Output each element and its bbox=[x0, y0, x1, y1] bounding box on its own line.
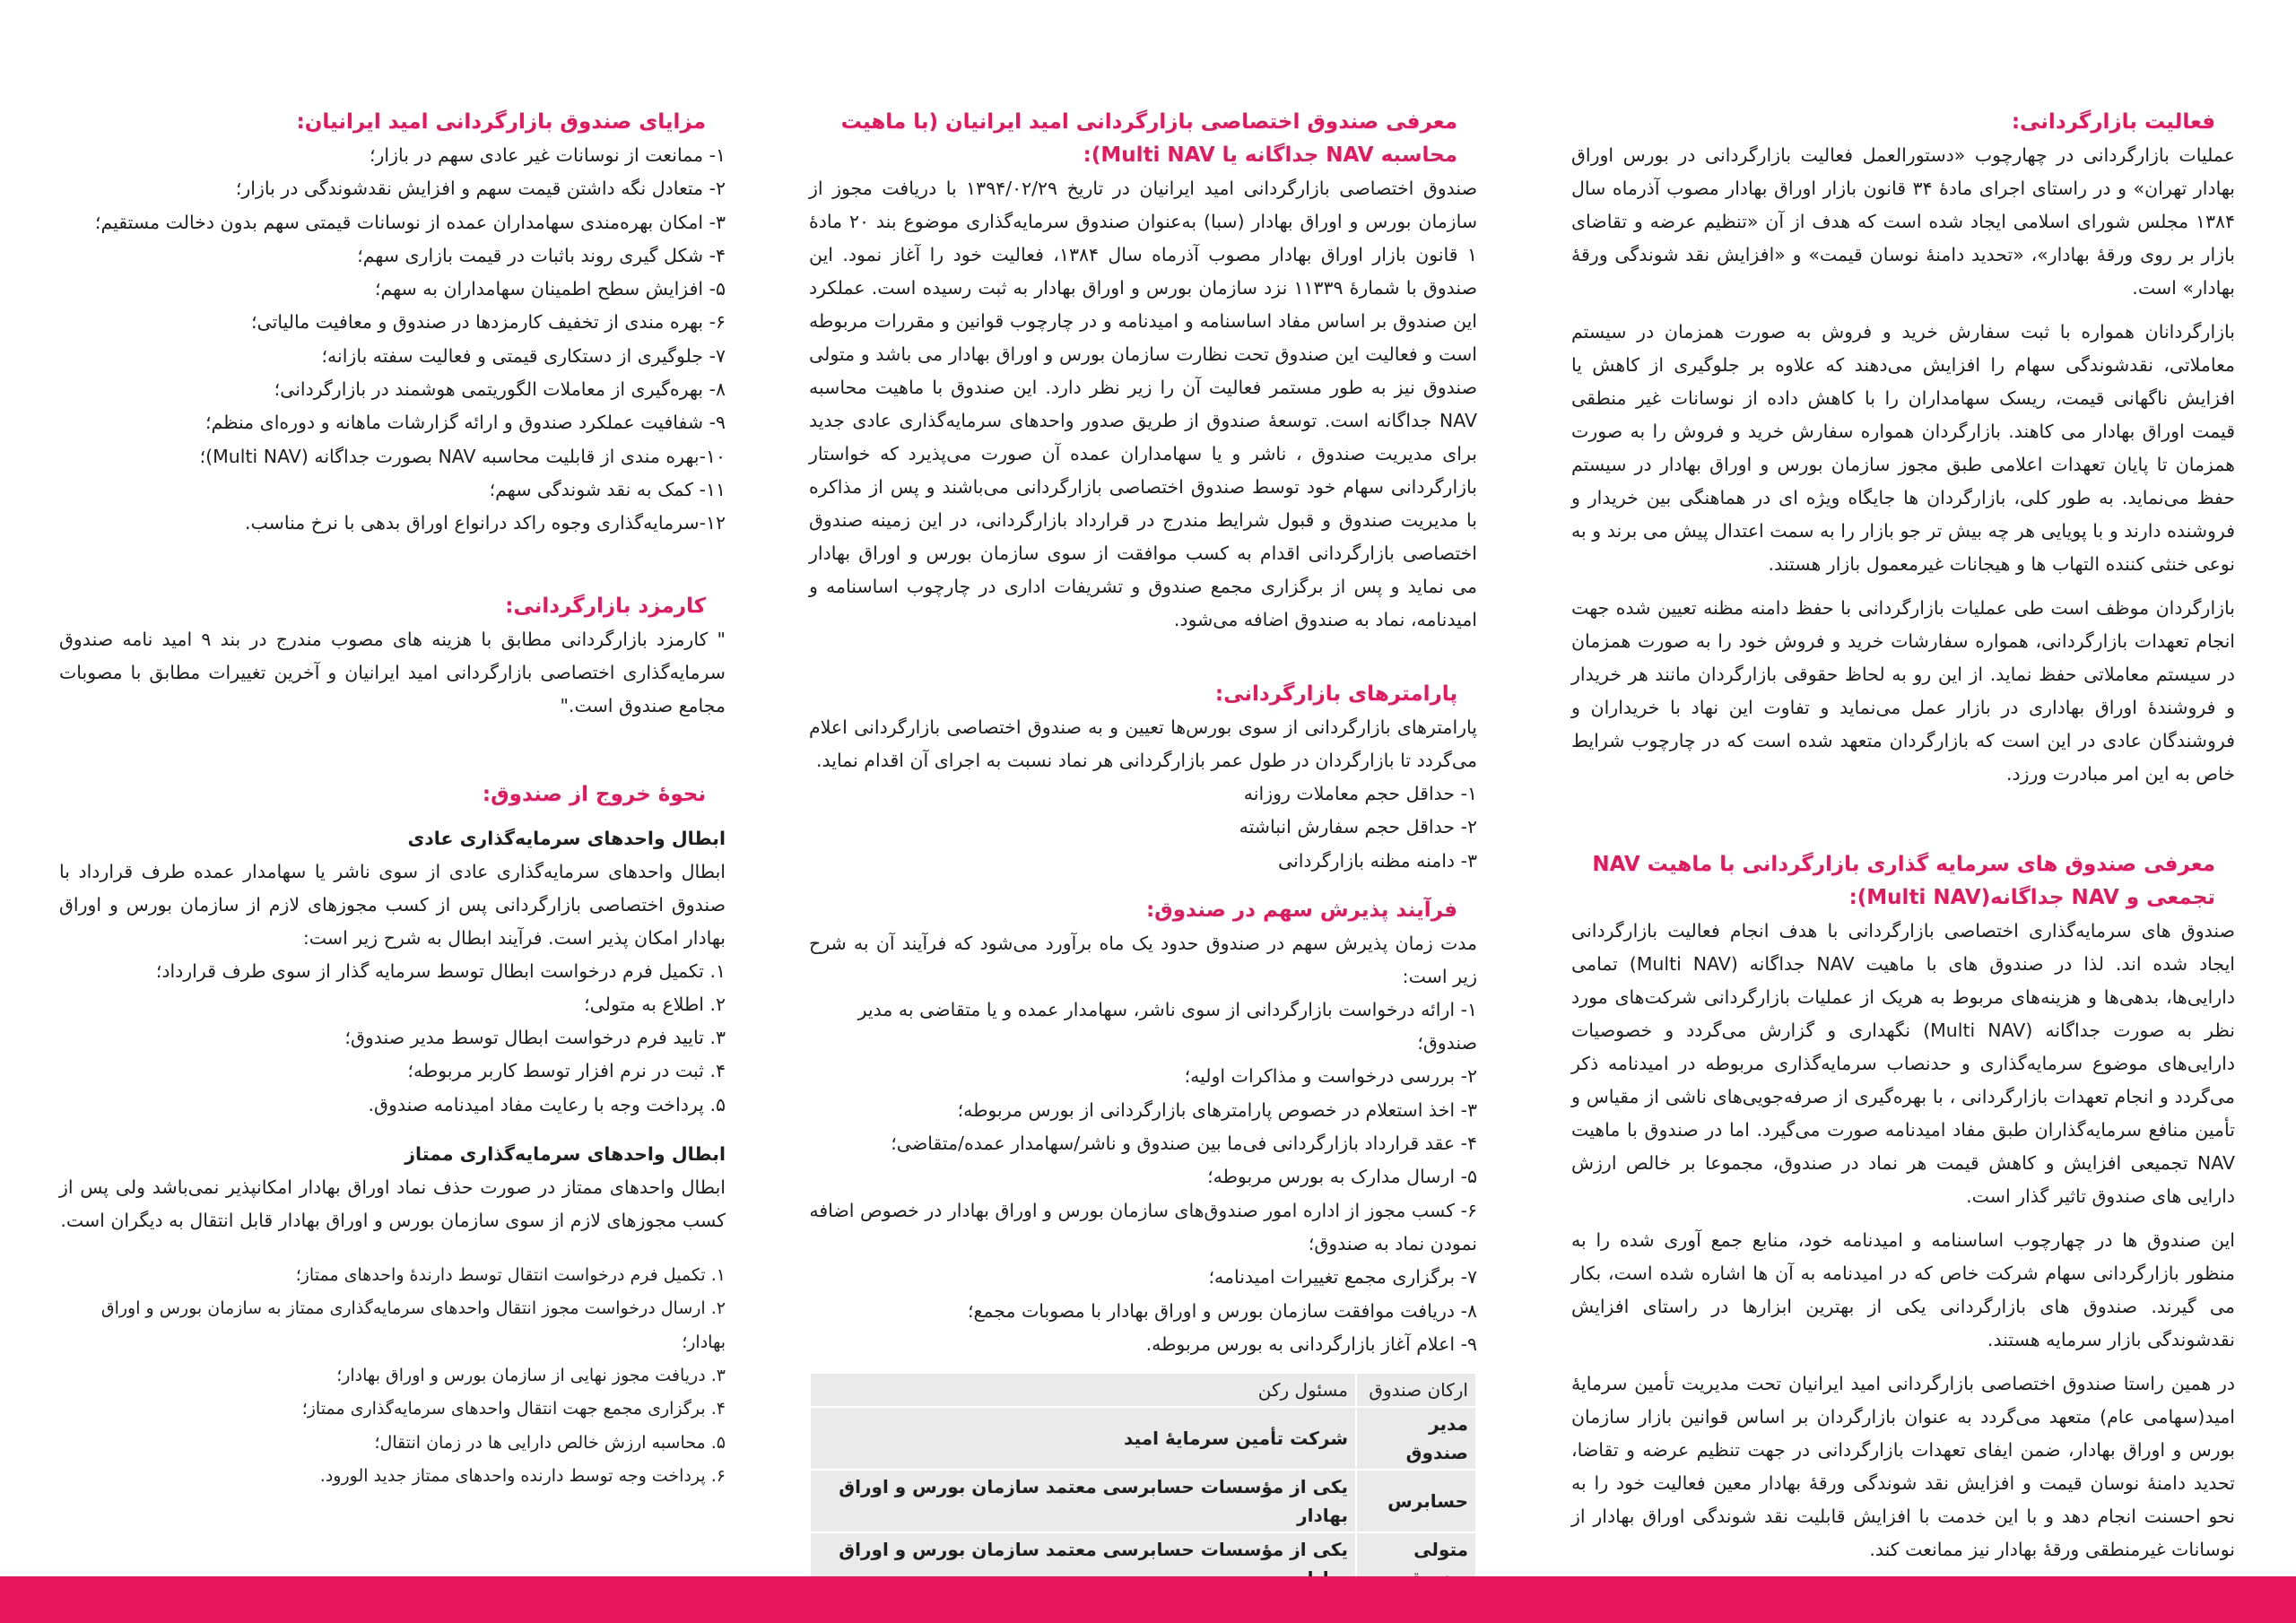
list-item: ۱۰-بهره مندی از قابلیت محاسبه NAV بصورت جداگانه (Multi NAV)؛ bbox=[199, 445, 726, 467]
spacer bbox=[59, 1122, 726, 1138]
spacer bbox=[59, 812, 726, 822]
table-row bbox=[810, 1470, 1476, 1532]
exit-title: نحوۀ خروج از صندوق: bbox=[482, 782, 706, 806]
params-paragraph: پارامترهای بازارگردانی از سوی بورس‌ها تعیین و به صندوق اختصاصی بازارگردانی اعلام می‌گردد تا بازارگردان در طول عمر بازارگردانی هر نماد نسبت به اجرای آن اقدام نماید. bbox=[809, 716, 1477, 771]
list-item: ۵. محاسبه ارزش خالص دارایی ها در زمان انتقال؛ bbox=[374, 1432, 726, 1453]
table-cell: شرکت تأمین سرمایۀ امید bbox=[810, 1407, 1356, 1470]
intro-title: معرفی صندوق اختصاصی بازارگردانی امید ایرانیان (با ماهیت محاسبه NAV جداگانه یا Multi NAV): bbox=[840, 110, 1457, 167]
middle-column bbox=[809, 106, 1477, 1596]
table-cell: یکی از مؤسسات حسابرسی معتمد سازمان بورس و اوراق bbox=[810, 1532, 1356, 1595]
left-column bbox=[59, 106, 726, 1493]
right-column bbox=[1571, 106, 2235, 1577]
list-item: ۱۱- کمک به نقد شوندگی سهم؛ bbox=[489, 478, 726, 500]
spacer bbox=[59, 541, 726, 590]
list-item: ۸- دریافت موافقت سازمان بورس و اوراق بهادار با مصوبات مجمع؛ bbox=[967, 1299, 1477, 1322]
table-row bbox=[810, 1373, 1476, 1407]
cancel-premium-title: ابطال واحدهای سرمایه‌گذاری ممتاز bbox=[404, 1143, 726, 1166]
list-item: ۲- بررسی درخواست و مذاکرات اولیه؛ bbox=[1184, 1065, 1477, 1088]
list-item: ۴- عقد قرارداد بازارگردانی فی‌ما بین صندوق و ناشر/سهامدار عمده/متقاضی؛ bbox=[891, 1133, 1477, 1155]
activity-paragraph-2: بازارگردانان همواره با ثبت سفارش خرید و فروش به صورت همزمان در سیستم معاملاتی، نقدشوندگی سهام را افزایش می‌دهند که علاوه بر جلوگیری از کاهش یا افزایش ناگهانی قیمت، ریسک سهامداران را با کاهش داده از نوسانات غیر منطقی قیمت اوراق بهادار می کاهند. بازارگردان همواره سفارش خرید و فروش را به صورت همزمان تا پایان تعهدات اعلامی طبق مجوز سازمان بورس و اوراق بهادار در سیستم حفظ می‌نماید. به طور کلی، بازارگردان ها جایگاه ویژه ای در هماهنگی بین خریدار و فروشنده دارند و با پویایی هر چه بیش تر جو بازار را به سمت اعتدال پیش می برند و به نوعی خنثی کننده التهاب ها و هیجانات غیرمعمول بازار هستند. bbox=[1571, 321, 2235, 575]
params-title: پارامترهای بازارگردانی: bbox=[1214, 682, 1457, 706]
list-item: ۷- جلوگیری از دستکاری قیمتی و فعالیت سفته بازانه؛ bbox=[321, 344, 726, 367]
list-item: ۲- متعادل نگه داشتن قیمت سهم و افزایش نقدشوندگی در بازار؛ bbox=[235, 178, 726, 200]
list-item: ۳- دامنه مظنه بازارگردانی bbox=[1277, 849, 1477, 872]
list-item: ۵- ارسال مدارک به بورس مربوطه؛ bbox=[1207, 1166, 1477, 1188]
accept-list bbox=[809, 994, 1477, 1361]
spacer bbox=[809, 878, 1477, 894]
list-item: ۵. پرداخت وجه با رعایت مفاد امیدنامه صندوق. bbox=[368, 1093, 726, 1115]
table-cell: مدیر صندوق bbox=[1356, 1407, 1476, 1470]
list-item: ۵- افزایش سطح اطمینان سهامداران به سهم؛ bbox=[374, 278, 726, 300]
funds-title: معرفی صندوق های سرمایه گذاری بازارگردانی با ماهیت NAV تجمعی و NAV جداگانه(Multi NAV): bbox=[1592, 853, 2215, 909]
cancel-normal-paragraph: ابطال واحدهای سرمایه‌گذاری عادی از سوی ناشر یا سهامدار عمده طرف قرارداد با صندوق اختصاصی بازارگردانی پس از کسب مجوزهای لازم از سازمان بورس و اوراق بهادار امکان پذیر است. فرآیند ابطال به شرح زیر است: bbox=[59, 860, 726, 949]
list-item: ۳- اخذ استعلام در خصوص پارامترهای بازارگردانی از بورس مربوطه؛ bbox=[957, 1098, 1477, 1121]
funds-paragraph-2: این صندوق ها در چهارچوب اساسنامه و امیدنامه خود، منابع جمع آوری شده را به منظور بازارگردانی سهام شرکت خاص که در امیدنامه به آن ها اشاره شده است، بکار می گیرند. صندوق های بازارگردانی یکی از بهترین ابزارها در راستای افزایش نقدشوندگی بازار سرمایه هستند. bbox=[1571, 1229, 2235, 1350]
fee-title: کارمزد بازارگردانی: bbox=[505, 594, 706, 618]
table-cell: یکی از مؤسسات حسابرسی معتمد سازمان بورس و اوراق بهادار bbox=[810, 1470, 1356, 1532]
list-item: ۱- حداقل حجم معاملات روزانه bbox=[1243, 783, 1477, 804]
fund-pillars-table bbox=[809, 1372, 1477, 1596]
funds-paragraph-3: در همین راستا صندوق اختصاصی بازارگردانی امید ایرانیان تحت مدیریت تأمین سرمایۀ امید(سهامی عام) متعهد می‌گردد به عنوان بازارگردان بر اساس قوانین بازار سازمان بورس و اوراق بهادار، ضمن ایفای تعهدات بازارگردانی در جهت تنظیم عرضه و تقاضا، تحدید دامنۀ نوسان قیمت و افزایش نقد شوندگی ورقۀ بهادار معین فعالیت خود را به نحو احسنت انجام دهد و با این خدمت با افزایش قابلیت نقد شوندگی اوراق بهادار از نوسانات غیرمنطقی ورقۀ بهادار نیز ممانعت کند. bbox=[1571, 1373, 2235, 1560]
activity-title: فعالیت بازارگردانی: bbox=[2011, 110, 2215, 134]
list-item: ۴. ثبت در نرم افزار توسط کاربر مربوطه؛ bbox=[407, 1060, 726, 1082]
intro-paragraph: صندوق اختصاصی بازارگردانی امید ایرانیان در تاریخ ۱۳۹۴/۰۲/۲۹ با دریافت مجوز از سازمان بورس و اوراق بهادار (سبا) به‌عنوان صندوق سرمایه‌گذاری موضوع بند ۲۰ مادۀ ۱ قانون بازار اوراق بهادار مصوب آذرماه سال ۱۳۸۴، فعالیت خود را آغاز نمود. این صندوق با شمارۀ ۱۱۳۳۹ نزد سازمان بورس و اوراق بهادار به ثبت رسیده است. عملکرد این صندوق بر اساس مفاد اساسنامه و امیدنامه و در چارچوب قوانین و مقررات مربوطه است و فعالیت این صندوق تحت نظارت سازمان بورس و اوراق بهادار می باشد و متولی صندوق نیز به طور مستمر فعالیت آن را زیر نظر دارد. این صندوق با ماهیت محاسبه NAV جداگانه است. توسعۀ صندوق از طریق صدور واحدهای سرمایه‌گذاری عادی جدید برای مدیریت صندوق ، ناشر و یا سهامداران عمده آن صورت می‌پذیرد که خواستار بازارگردانی سهام خود توسط صندوق اختصاصی بازارگردانی می‌باشند و پس از مذاکره با مدیریت صندوق و قبول شرایط مندرج در قرارداد بازارگردانی، در این زمینه صندوق اختصاصی بازارگردانی اقدام به کسب موافقت از سوی سازمان بورس و اوراق بهادار می نماید و پس از برگزاری مجمع صندوق و تشریفات اداری در چارچوب اساسنامه و امیدنامه، نماد به صندوق اضافه می‌شود. bbox=[809, 178, 1478, 630]
table-cell: حسابرس bbox=[1356, 1470, 1476, 1532]
funds-paragraph-1: صندوق های سرمایه‌گذاری اختصاصی بازارگردانی با هدف انجام فعالیت بازارگردانی ایجاد شده اند. لذا در صندوق های با ماهیت NAV جداگانه (Multi NAV) تمامی دارایی‌ها، بدهی‌ها و هزینه‌های مربوط به هریک از عملیات بازارگردانی شرکت‌های مورد نظر به صورت جداگانه (Multi NAV) نگهداری و گزارش می‌گردد و خصوصیات دارایی‌های موضوع سرمایه‌گذاری و حدنصاب سرمایه‌گذاری مربوطه در امیدنامه ذکر می‌گردد و انجام تعهدات بازارگردانی ، با بهره‌گیری از صرفه‌جویی‌های ناشی از مقیاس و تأمین منافع سرمایه‌گذاران طبق مفاد امیدنامه صورت می‌گیرد. اما در صندوق با ماهیت NAV تجمیعی افزایش و کاهش قیمت هر نماد در صندوق، مجموعا بر خالص ارزش دارایی های صندوق تاثیر گذار است. bbox=[1571, 920, 2235, 1207]
list-item: ۸- بهره‌گیری از معاملات الگوریتمی هوشمند در بازارگردانی؛ bbox=[274, 378, 726, 401]
list-item: ۹- شفافیت عملکرد صندوق و ارائه گزارشات ماهانه و دوره‌ای منظم؛ bbox=[205, 412, 726, 434]
table-cell: ارکان صندوق bbox=[1356, 1373, 1476, 1407]
table-cell: مسئول رکن bbox=[810, 1373, 1356, 1407]
list-item: ۲- حداقل حجم سفارش انباشته bbox=[1239, 816, 1477, 838]
list-item: ۶. پرداخت وجه توسط دارنده واحدهای ممتاز جدید الورود. bbox=[319, 1465, 726, 1486]
cancel-normal-list bbox=[59, 955, 726, 1122]
list-item: ۶- کسب مجوز از اداره امور صندوق‌های سازمان بورس و اوراق بهادار در خصوص اضافه نمودن نماد به صندوق؛ bbox=[809, 1199, 1477, 1254]
activity-paragraph-3: بازارگردان موظف است طی عملیات بازارگردانی با حفظ دامنه مظنه تعیین شده جهت انجام تعهدات بازارگردانی، همواره سفارشات خرید و فروش خود را به صورت همزمان در سیستم معاملاتی حفظ نماید. از این رو به لحاظ حقوقی بازارگردان مانند هر خریدار و فروشندۀ اوراق بهاداری در بازار عمل می‌نماید و تفاوت این نهاد با خریداران و فروشندگان عادی در این است که بازارگردان متعهد شده است که در چارچوب شرایط خاص به این امر مبادرت ورزد. bbox=[1571, 597, 2235, 785]
table-cell: متولی bbox=[1356, 1532, 1476, 1595]
list-item: ۱- ارائه درخواست بازارگردانی از سوی ناشر، سهامدار عمده و یا متقاضی به مدیر صندوق؛ bbox=[857, 998, 1477, 1055]
list-item: ۷- برگزاری مجمع تغییرات امیدنامه؛ bbox=[1208, 1266, 1477, 1289]
list-item: ۴- شکل گیری روند باثبات در قیمت بازاری سهم؛ bbox=[357, 244, 726, 266]
benefits-title: مزایای صندوق بازارگردانی امید ایرانیان: bbox=[296, 110, 706, 134]
list-item: ۲. اطلاع به متولی؛ bbox=[584, 993, 726, 1015]
list-item: ۱- ممانعت از نوسانات غیر عادی سهم در بازار؛ bbox=[369, 144, 726, 166]
fee-paragraph: " کارمزد بازارگردانی مطابق با هزینه های مصوب مندرج در بند ۹ امید نامه صندوق سرمایه‌گذاری اختصاصی بازارگردانی امید ایرانیان و آخرین تغییرات مطابق با مصوبات مجامع صندوق است." bbox=[59, 628, 726, 716]
spacer bbox=[809, 647, 1477, 678]
list-item: ۳- امکان بهره‌مندی سهامداران عمده از نوسانات قیمتی سهم بدون دخالت مستقیم؛ bbox=[94, 211, 726, 233]
list-item: ۱. تکمیل فرم درخواست ابطال توسط سرمایه گذار از سوی طرف قرارداد؛ bbox=[155, 959, 726, 982]
table-row bbox=[810, 1407, 1476, 1470]
cancel-premium-list bbox=[59, 1259, 726, 1493]
list-item: ۳. تایید فرم درخواست ابطال توسط مدیر صندوق؛ bbox=[344, 1027, 726, 1049]
cancel-normal-title: ابطال واحدهای سرمایه‌گذاری عادی bbox=[407, 827, 726, 849]
list-item: ۱۲-سرمایه‌گذاری وجوه راکد درانواع اوراق بدهی با نرخ مناسب. bbox=[245, 512, 726, 534]
cancel-premium-paragraph: ابطال واحدهای ممتاز در صورت حذف نماد اوراق بهادار امکانپذیر نمی‌باشد ولی پس از کسب مجوزهای لازم از سوی سازمان بورس و اوراق بهادار قابل انتقال به دیگران است. bbox=[59, 1176, 726, 1232]
list-item: ۱. تکمیل فرم درخواست انتقال توسط دارندۀ واحدهای ممتاز؛ bbox=[295, 1265, 726, 1286]
activity-paragraph-1: عملیات بازارگردانی در چهارچوب «دستورالعمل فعالیت بازارگردانی در بورس اوراق بهادار تهران» و در راستای اجرای مادۀ ۳۴ قانون بازار اوراق بهادار مصوب آذرماه سال ۱۳۸۴ مجلس شورای اسلامی ایجاد شده است که هدف از آن «تنظیم عرضه و تقاضای بازار بر روی ورقۀ بهادار»، «تحدید دامنۀ نوسان قیمت» و «افزایش نقد شوندگی ورقۀ بهادار» است. bbox=[1571, 144, 2235, 299]
accept-paragraph: مدت زمان پذیرش سهم در صندوق حدود یک ماه برآورد می‌شود که فرآیند آن به شرح زیر است: bbox=[809, 932, 1477, 987]
spacer bbox=[59, 733, 726, 778]
list-item: ۳. دریافت مجوز نهایی از سازمان بورس و اوراق بهادار؛ bbox=[336, 1365, 726, 1385]
spacer bbox=[1571, 802, 2235, 848]
list-item: ۲. ارسال درخواست مجوز انتقال واحدهای سرمایه‌گذاری ممتاز به سازمان بورس و اوراق بهادار؛ bbox=[100, 1298, 726, 1352]
list-item: ۹- اعلام آغاز بازارگردانی به بورس مربوطه. bbox=[1145, 1332, 1477, 1355]
accept-title: فرآیند پذیرش سهم در صندوق: bbox=[1145, 898, 1457, 922]
list-item: ۶- بهره مندی از تخفیف کارمزدها در صندوق و معافیت مالیاتی؛ bbox=[251, 311, 726, 334]
benefits-list bbox=[59, 139, 726, 541]
list-item: ۴. برگزاری مجمع جهت انتقال واحدهای سرمایه‌گذاری ممتاز؛ bbox=[301, 1399, 726, 1419]
footer-accent-bar bbox=[0, 1576, 2296, 1623]
spacer bbox=[59, 1248, 726, 1259]
params-list bbox=[809, 777, 1477, 878]
